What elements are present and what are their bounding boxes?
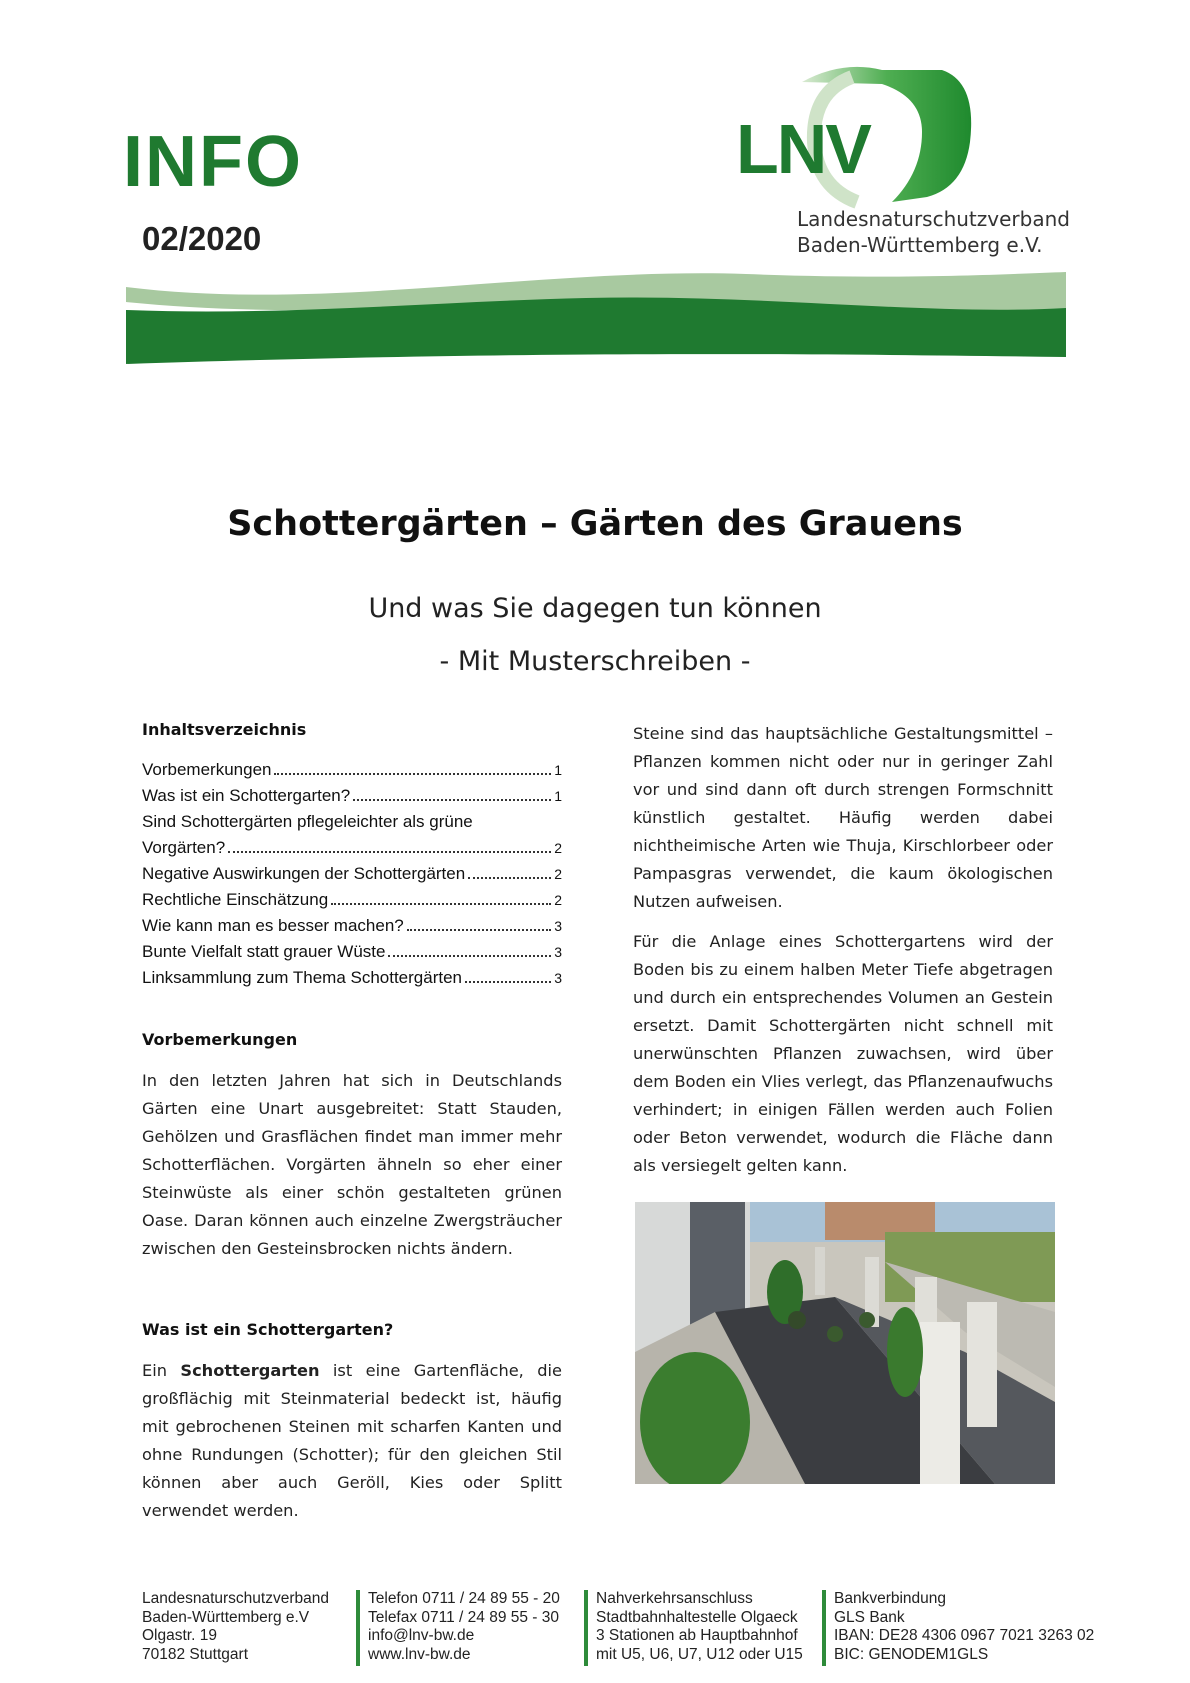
paragraph-2: Für die Anlage eines Schottergartens wird der Boden bis zu einem halben Meter Tiefe abgetragen und durch ein entsprechendes Volumen an Gestein ersetzt. Damit Schottergärten nicht schnell mit unerwünschten Pflanzen zuwachsen, wird über dem Boden ein Vlies verlegt, das Pflanzenaufwuchs verhindert; in einigen Fällen werden auch Folien oder Beton verwendet, wodurch die Fläche dann als versiegelt gelten kann. [633,932,1053,1175]
footer-contact: Telefon 0711 / 24 89 55 - 20 Telefax 0711 / 24 89 55 - 30 info@lnv-bw.de www.lnv-bw.de [356,1590,560,1666]
section-heading: Vorbemerkungen [142,1030,298,1049]
gravel-garden-photo [635,1202,1055,1484]
page-title: Schottergärten – Gärten des Grauens [227,504,963,544]
issue-number: 02/2020 [142,220,262,257]
website-link[interactable]: www.lnv-bw.de [368,1645,471,1663]
section-vorbemerkungen [142,1030,562,1263]
footer-address: Landesnaturschutzverband Baden-Württemberg e.V Olgastr. 19 70182 Stuttgart [142,1590,329,1663]
toc-item[interactable]: Negative Auswirkungen der Schottergärten 2 [142,864,562,883]
toc-item[interactable]: Wie kann man es besser machen? 3 [142,916,562,935]
section-heading: Was ist ein Schottergarten? [142,1320,394,1339]
org-name-line1: Landesnaturschutzverband [797,207,1070,231]
section-text: Ein Schottergarten ist eine Gartenfläche, die großflächig mit Steinmaterial bedeckt ist, häufig mit gebrochenen Steinen mit scharfen Kanten und ohne Rundungen (Schotter); für den gleichen Stil können aber auch Geröll, Kies oder Splitt verwendet werden. [142,1361,562,1520]
toc-item[interactable]: Rechtliche Einschätzung 2 [142,890,562,909]
paragraph-1: Steine sind das hauptsächliche Gestaltungsmittel – Pflanzen kommen nicht oder nur in geringer Zahl vor und sind dann oft durch strengen Formschnitt künstlich gestaltet. Häufig werden dabei nichtheimische Arten wie Thuja, Kirschlorbeer oder Pampasgras verwendet, die kaum ökologischen Nutzen aufweisen. [633,724,1053,911]
toc-item[interactable]: Linksammlung zum Thema Schottergärten 3 [142,968,562,987]
footer [142,1590,1152,1666]
toc-item[interactable]: Sind Schottergärten pflegeleichter als grüne Vorgärten? 2 [142,812,562,857]
lnv-logo-text: LNV [736,110,870,188]
toc-item[interactable]: Vorbemerkungen 1 [142,760,562,779]
section-was-ist [142,1320,562,1525]
toc-heading: Inhaltsverzeichnis [142,720,307,739]
table-of-contents [142,720,562,991]
header-wave-banner [126,272,1066,367]
toc-item[interactable]: Was ist ein Schottergarten? 1 [142,786,562,805]
footer-bank: Bankverbindung GLS Bank IBAN: DE28 4306 0967 7021 3263 02 BIC: GENODEM1GLS [822,1590,1094,1666]
page-subtitle: Und was Sie dagegen tun können [368,593,822,624]
toc-item[interactable]: Bunte Vielfalt statt grauer Wüste 3 [142,942,562,961]
info-label: INFO [123,122,303,202]
footer-transit: Nahverkehrsanschluss Stadtbahnhaltestelle Olgaeck 3 Stationen ab Hauptbahnhof mit U5, U6, U7, U12 oder U15 [584,1590,803,1666]
right-column [633,720,1053,1180]
section-text: In den letzten Jahren hat sich in Deutschlands Gärten eine Unart ausgebreitet: Statt Stauden, Gehölzen und Grasflächen findet man immer mehr Schotterflächen. Vorgärten ähneln so eher einer Steinwüste als einer schön gestalteten grünen Oase. Daran können auch einzelne Zwergsträucher zwischen den Gesteinsbrocken nichts ändern. [142,1071,562,1258]
email-link[interactable]: info@lnv-bw.de [368,1627,475,1644]
page-subtitle-note: - Mit Musterschreiben - [439,646,751,677]
org-name-line2: Baden-Württemberg e.V. [797,233,1043,257]
